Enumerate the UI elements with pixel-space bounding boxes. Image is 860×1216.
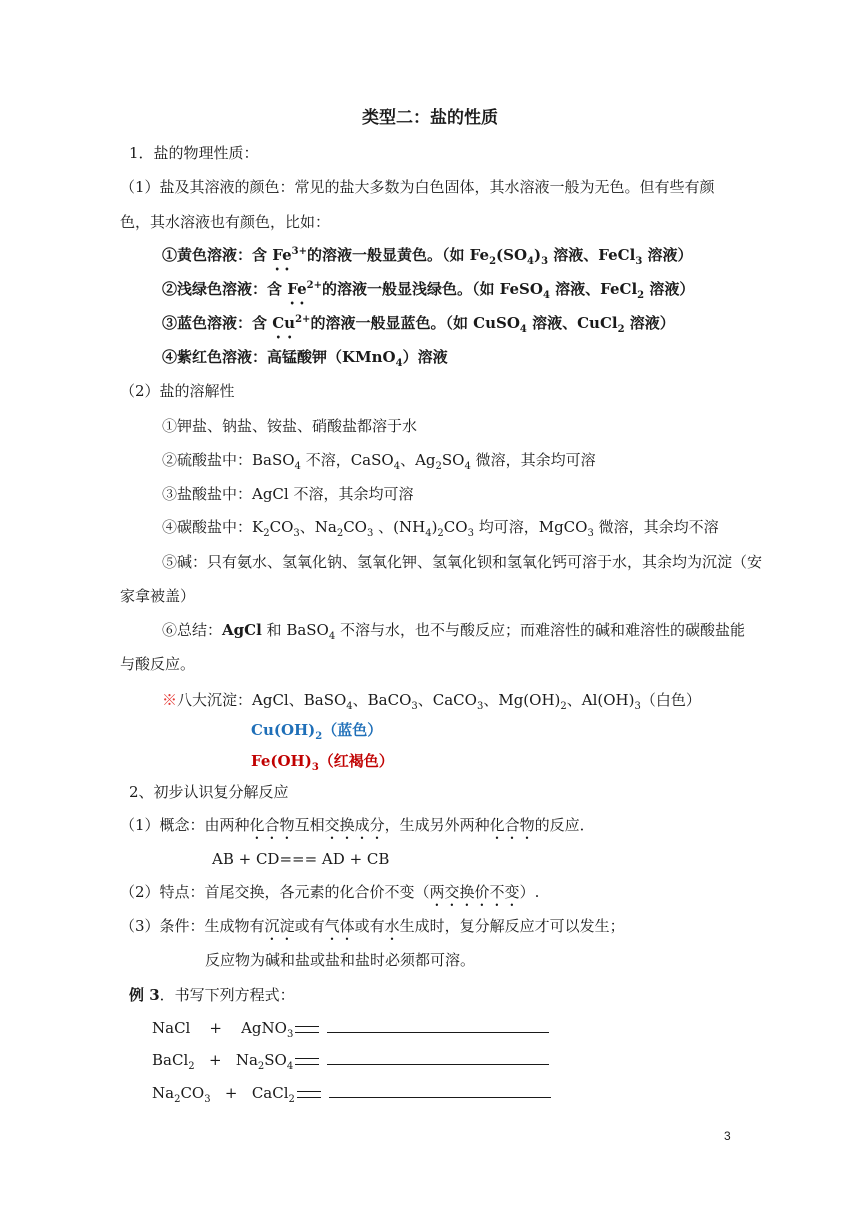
concept-line: （1）概念：由两种化合物互相交换成分，生成另外两种化合物的反应． bbox=[120, 816, 595, 834]
condition-line: （3）条件：生成物有沉淀或有气体或有水生成时，复分解反应才可以发生； bbox=[120, 917, 625, 935]
page-title: 类型二：盐的性质 bbox=[362, 108, 498, 128]
solubility-heading: （2）盐的溶解性 bbox=[120, 382, 235, 400]
solubility-rule-5-line-2: 家拿被盖） bbox=[120, 587, 196, 605]
green-solution-line: ②浅绿色溶液：含 $Fe^{2+}$的溶液一般显浅绿色。（如 FeSO$_4$ 溶液、FeCl$_2$ 溶液） bbox=[162, 280, 695, 301]
purple-solution-line: ④紫红色溶液：高锰酸钾（KMnO$_4$）溶液 bbox=[162, 348, 448, 369]
solubility-rule-4: ④碳酸盐中：$K_2CO_3$、$Na_2CO_3$ 、$(NH_4)_2CO_3$ 均可溶，MgCO$_3$ 微溶，其余均不溶 bbox=[162, 518, 719, 539]
example-heading: 例 3．书写下列方程式： bbox=[129, 986, 295, 1004]
colors-paragraph-line-1: （1）盐及其溶液的颜色：常见的盐大多数为白色固体，其水溶液一般为无色。但有些有颜 bbox=[120, 178, 715, 196]
colors-paragraph-line-2: 色，其水溶液也有颜色，比如： bbox=[120, 213, 331, 231]
feature-line: （2）特点：首尾交换，各元素的化合价不变（两交换价不变）. bbox=[120, 883, 540, 901]
solubility-rule-1: ①钾盐、钠盐、铵盐、硝酸盐都溶于水 bbox=[162, 417, 418, 435]
answer-blank[interactable] bbox=[327, 1018, 549, 1033]
section-1-heading: 1．盐的物理性质： bbox=[129, 144, 259, 162]
precipitates-line: ※八大沉淀：AgCl、BaSO$_4$、BaCO$_3$、CaCO$_3$、$Mg(OH)_2$、$Al(OH)_3$（白色） bbox=[162, 691, 701, 712]
equation-2: BaCl$_2$ + $Na_2SO_4$ bbox=[152, 1050, 549, 1070]
equation-3: $Na_2CO_3$ + CaCl$_2$ bbox=[152, 1083, 551, 1103]
condition-line-2: 反应物为碱和盐或盐和盐时必须都可溶。 bbox=[205, 951, 476, 969]
solubility-rule-3: ③盐酸盐中：AgCl 不溶，其余均可溶 bbox=[162, 485, 414, 503]
copper-hydroxide-line: $Cu(OH)_2$（蓝色） bbox=[251, 721, 383, 742]
section-2-heading: 2、初步认识复分解反应 bbox=[129, 783, 289, 801]
iron-hydroxide-line: $Fe(OH)_3$（红褐色） bbox=[251, 752, 394, 773]
answer-blank[interactable] bbox=[327, 1050, 549, 1065]
equation-1: NaCl + AgNO$_3$ bbox=[152, 1018, 549, 1038]
general-formula: AB + CD=== AD + CB bbox=[212, 850, 390, 868]
blue-solution-line: ③蓝色溶液：含 $Cu^{2+}$的溶液一般显蓝色。（如 CuSO$_4$ 溶液、CuCl$_2$ 溶液） bbox=[162, 314, 675, 335]
yellow-solution-line: ①黄色溶液：含 $Fe^{3+}$的溶液一般显黄色。（如 $Fe_2(SO_4)_3$ 溶液、FeCl$_3$ 溶液） bbox=[162, 246, 693, 267]
solubility-summary-line-1: ⑥总结：AgCl 和 BaSO$_4$ 不溶与水，也不与酸反应；而难溶性的碱和难溶性的碳酸盐能 bbox=[162, 621, 746, 642]
equals-sign-icon bbox=[295, 1026, 319, 1033]
equals-sign-icon bbox=[297, 1091, 321, 1098]
asterisk-icon: ※ bbox=[162, 691, 178, 709]
solubility-summary-line-2: 与酸反应。 bbox=[120, 655, 196, 673]
answer-blank[interactable] bbox=[329, 1083, 551, 1098]
solubility-rule-5-line-1: ⑤碱：只有氨水、氢氧化钠、氢氧化钾、氢氧化钡和氢氧化钙可溶于水，其余均为沉淀（安 bbox=[162, 553, 763, 571]
solubility-rule-2: ②硫酸盐中：BaSO$_4$ 不溶，CaSO$_4$、$Ag_2SO_4$ 微溶，其余均可溶 bbox=[162, 451, 596, 472]
page-number: 3 bbox=[724, 1129, 731, 1143]
equals-sign-icon bbox=[295, 1058, 319, 1065]
